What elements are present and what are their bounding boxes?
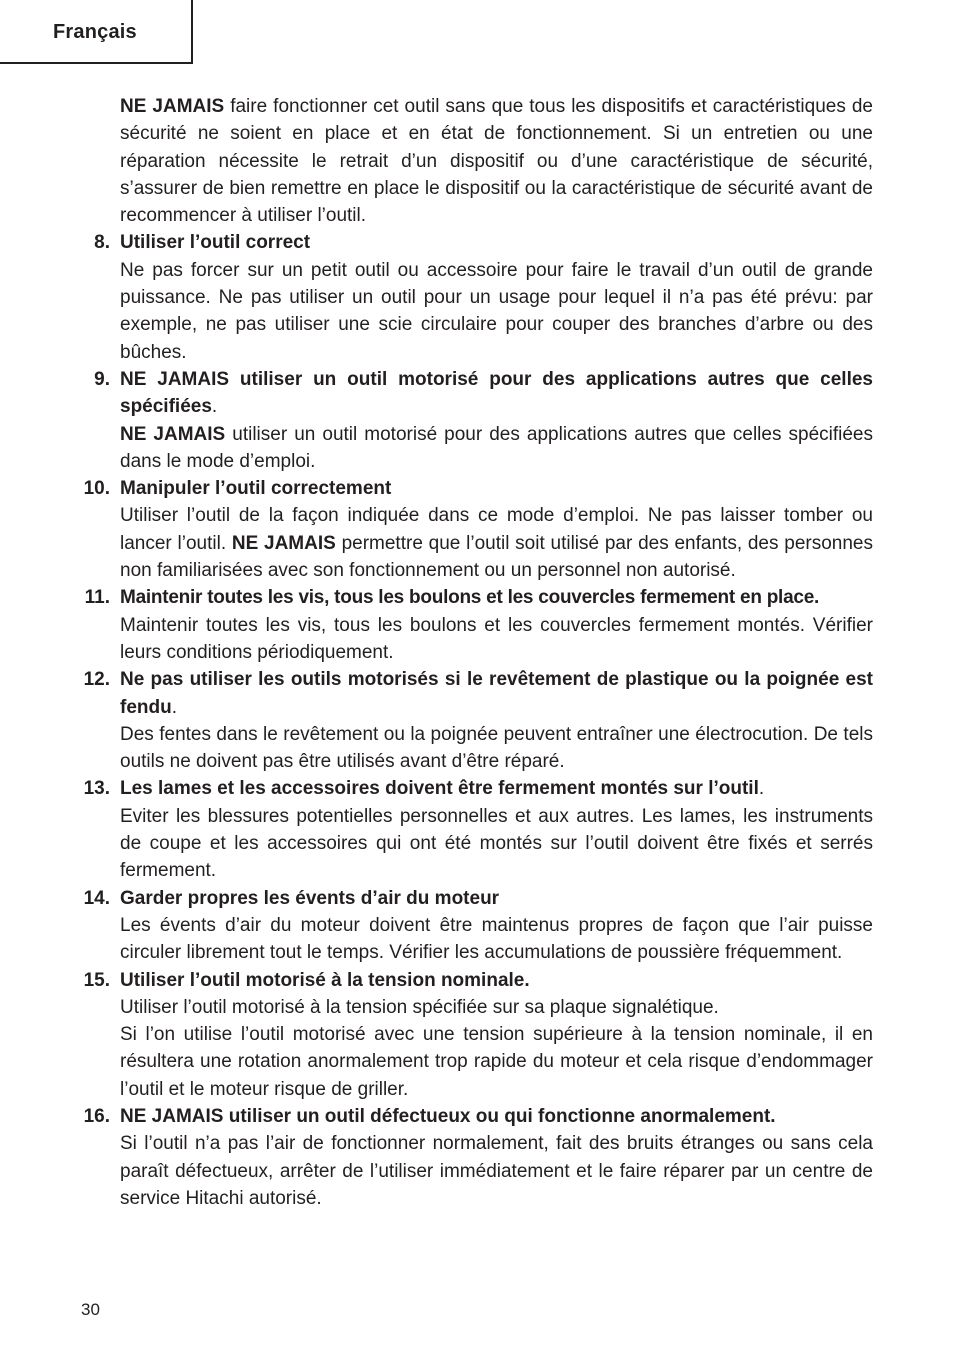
list-item-14: [80, 885, 873, 967]
item-body-continued: Si l’on utilise l’outil motorisé avec une tension supérieure à la tension nominale, il en résultera une rotation anormalement trop rapide du moteur et cela risque d’endommager l’outil et le moteur risque de griller.: [120, 1024, 873, 1100]
item-body: Si l’outil n’a pas l’air de fonctionner normalement, fait des bruits étranges ou sans cela paraît défectueux, arrêter de l’utiliser immédiatement et le faire réparer par un centre de service Hitachi autorisé.: [120, 1133, 873, 1209]
item-number: 9.: [94, 368, 110, 390]
list-item-13: [80, 775, 873, 884]
list-item-9: [80, 366, 873, 475]
item-number: 11.: [84, 587, 110, 609]
item-heading: Garder propres les évents d’air du moteur: [120, 887, 500, 909]
safety-instructions: [80, 93, 873, 1212]
list-item-11: [80, 584, 873, 666]
item-body: Eviter les blessures potentielles personnelles et aux autres. Les lames, les instruments de coupe et les accessoires qui ont été montés sur l’outil doivent être fixés et serrés fermement.: [120, 805, 873, 882]
item-number: 10.: [83, 478, 110, 500]
item-number: 16.: [83, 1105, 110, 1127]
item-body: Utiliser l’outil de la façon indiquée dans ce mode d’emploi. Ne pas laisser tomber ou lancer l’outil. NE JAMAIS permettre que l’outil soit utilisé par des enfants, des personnes non familiarisées avec son fonctionnement ou un personnel non autorisé.: [120, 505, 873, 582]
item-heading: Utiliser l’outil correct: [120, 232, 311, 254]
item-heading: NE JAMAIS utiliser un outil motorisé pour des applications autres que celles spécifiées.: [120, 368, 873, 418]
language-tab: [0, 0, 193, 64]
list-item-8: [80, 229, 873, 365]
item-heading: Manipuler l’outil correctement: [120, 478, 392, 500]
list-item-16: [80, 1103, 873, 1212]
item-body: Ne pas forcer sur un petit outil ou accessoire pour faire le travail d’un outil de grande puissance. Ne pas utiliser un outil pour un usage pour lequel il n’a pas été prévu: par exemple, ne pas utiliser une scie circulaire pour couper des branches d’arbre ou des bûches.: [120, 259, 873, 363]
item-heading: Utiliser l’outil motorisé à la tension nominale.: [120, 969, 530, 991]
list-item-10: [80, 475, 873, 584]
item-body: Maintenir toutes les vis, tous les boulons et les couvercles fermement montés. Vérifier leurs conditions périodiquement.: [120, 614, 873, 663]
intro-paragraph: [120, 93, 873, 229]
item-body: Des fentes dans le revêtement ou la poignée peuvent entraîner une électrocution. De tels outils ne doivent pas être utilisés avant d’être réparé.: [120, 723, 873, 773]
language-label: Français: [53, 21, 137, 43]
item-heading: Ne pas utiliser les outils motorisés si le revêtement de plastique ou la poignée est fendu.: [120, 669, 873, 718]
item-body: Les évents d’air du moteur doivent être maintenus propres de façon que l’air puisse circuler librement tout le temps. Vérifier les accumulations de poussière fréquemment.: [120, 914, 873, 964]
item-number: 8.: [94, 232, 110, 254]
item-heading: Maintenir toutes les vis, tous les boulons et les couvercles fermement en place.: [120, 587, 820, 609]
list-item-15: [80, 967, 873, 1103]
page-number: 30: [81, 1300, 100, 1319]
item-body: NE JAMAIS utiliser un outil motorisé pour des applications autres que celles spécifiées dans le mode d’emploi.: [120, 423, 873, 472]
list-item-12: [80, 666, 873, 775]
item-heading: Les lames et les accessoires doivent être fermement montés sur l’outil.: [120, 778, 765, 800]
item-heading: NE JAMAIS utiliser un outil défectueux ou qui fonctionne anormalement.: [120, 1105, 776, 1127]
item-number: 12.: [83, 669, 110, 691]
item-number: 15.: [83, 969, 110, 991]
item-number: 14.: [83, 887, 110, 909]
intro-text: faire fonctionner cet outil sans que tous les dispositifs et caractéristiques de sécurité ne soient en place et en état de fonctionnement. Si un entretien ou une réparation nécessite le retrait d’un dispositif ou d’une caractéristique de sécurité, s’assurer de bien remettre en place le dispositif ou la caractéristique de sécurité avant de recommencer à utiliser l’outil.: [120, 96, 873, 227]
item-body: Utiliser l’outil motorisé à la tension spécifiée sur sa plaque signalétique.: [120, 996, 719, 1018]
item-number: 13.: [83, 778, 110, 800]
intro-lead: NE JAMAIS: [120, 96, 225, 117]
